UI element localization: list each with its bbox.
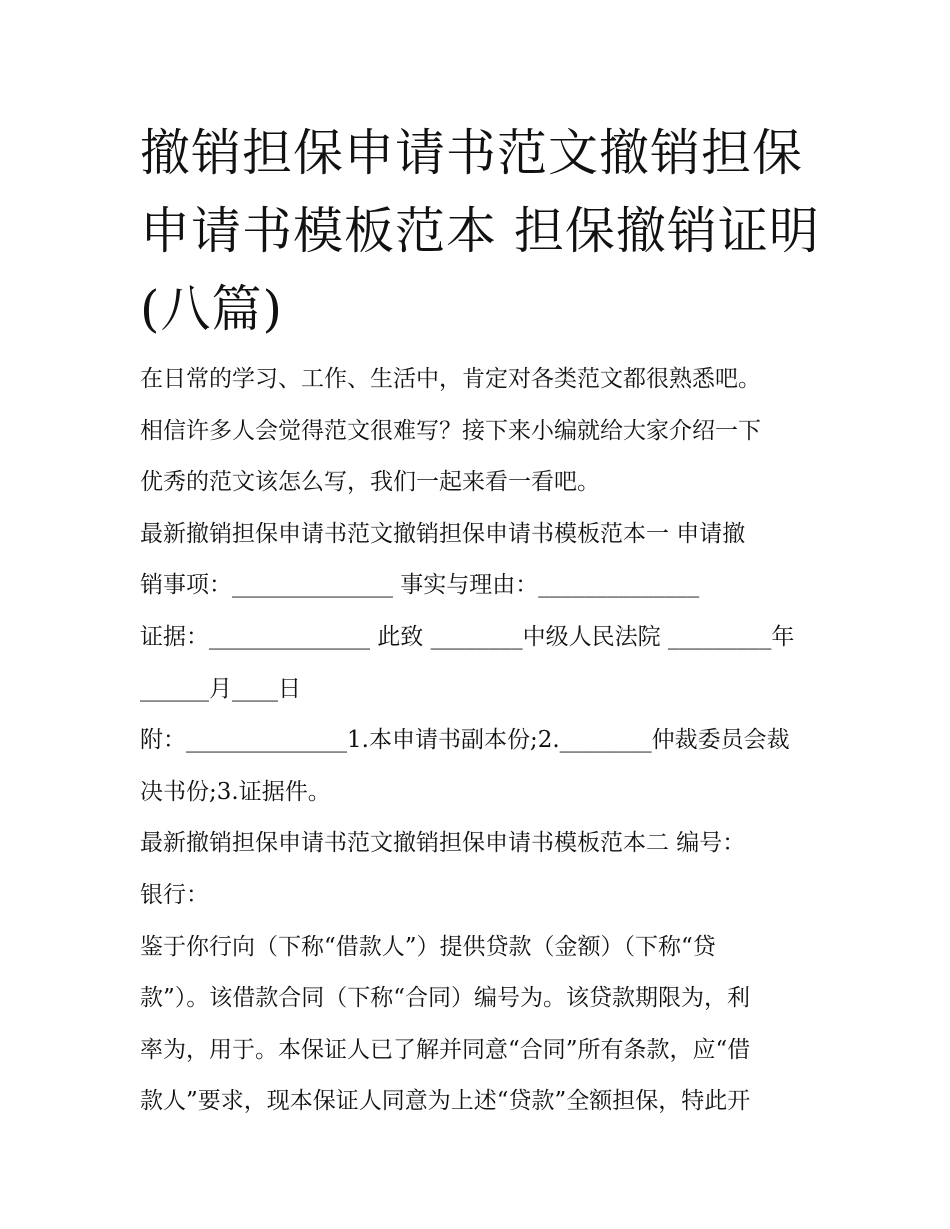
body-line: 优秀的范文该怎么写，我们一起来看一看吧。 bbox=[140, 469, 600, 496]
body-line: 银行： bbox=[140, 881, 209, 908]
section-heading-line: 最新撤销担保申请书范文撤销担保申请书模板范本一 申请撤 bbox=[140, 520, 746, 547]
title-line: (八篇) bbox=[140, 280, 284, 338]
document-body bbox=[140, 354, 830, 1128]
document-title bbox=[140, 114, 830, 348]
body-line: 款”）。该借款合同（下称“合同）编号为。该贷款期限为，利 bbox=[140, 985, 751, 1012]
body-line: 相信许多人会觉得范文很难写？接下来小编就给大家介绍一下 bbox=[140, 417, 761, 444]
section-heading-line: 最新撤销担保申请书范文撤销担保申请书模板范本二 编号： bbox=[140, 830, 746, 857]
title-line: 申请书模板范本 担保撤销证明 bbox=[140, 202, 820, 260]
body-line: 在日常的学习、工作、生活中，肯定对各类范文都很熟悉吧。 bbox=[140, 366, 761, 392]
body-line: 证据：______________ 此致 ________中级人民法院 _________年 bbox=[140, 623, 795, 650]
body-line: 附：______________1.本申请书副本份;2.________仲裁委员会裁 bbox=[140, 727, 790, 754]
body-line: 鉴于你行向（下称“借款人”）提供贷款（金额）（下称“贷 bbox=[140, 933, 716, 960]
body-line: 销事项：______________ 事实与理由：______________ bbox=[140, 572, 700, 599]
body-line: 决书份;3.证据件。 bbox=[140, 778, 331, 805]
body-line: ______月____日 bbox=[140, 675, 301, 702]
body-line: 款人”要求，现本保证人同意为上述“贷款”全额担保，特此开 bbox=[140, 1088, 751, 1115]
title-line: 撤销担保申请书范文撤销担保 bbox=[140, 124, 803, 182]
body-line: 率为，用于。本保证人已了解并同意“合同”所有条款，应“借 bbox=[140, 1036, 751, 1063]
